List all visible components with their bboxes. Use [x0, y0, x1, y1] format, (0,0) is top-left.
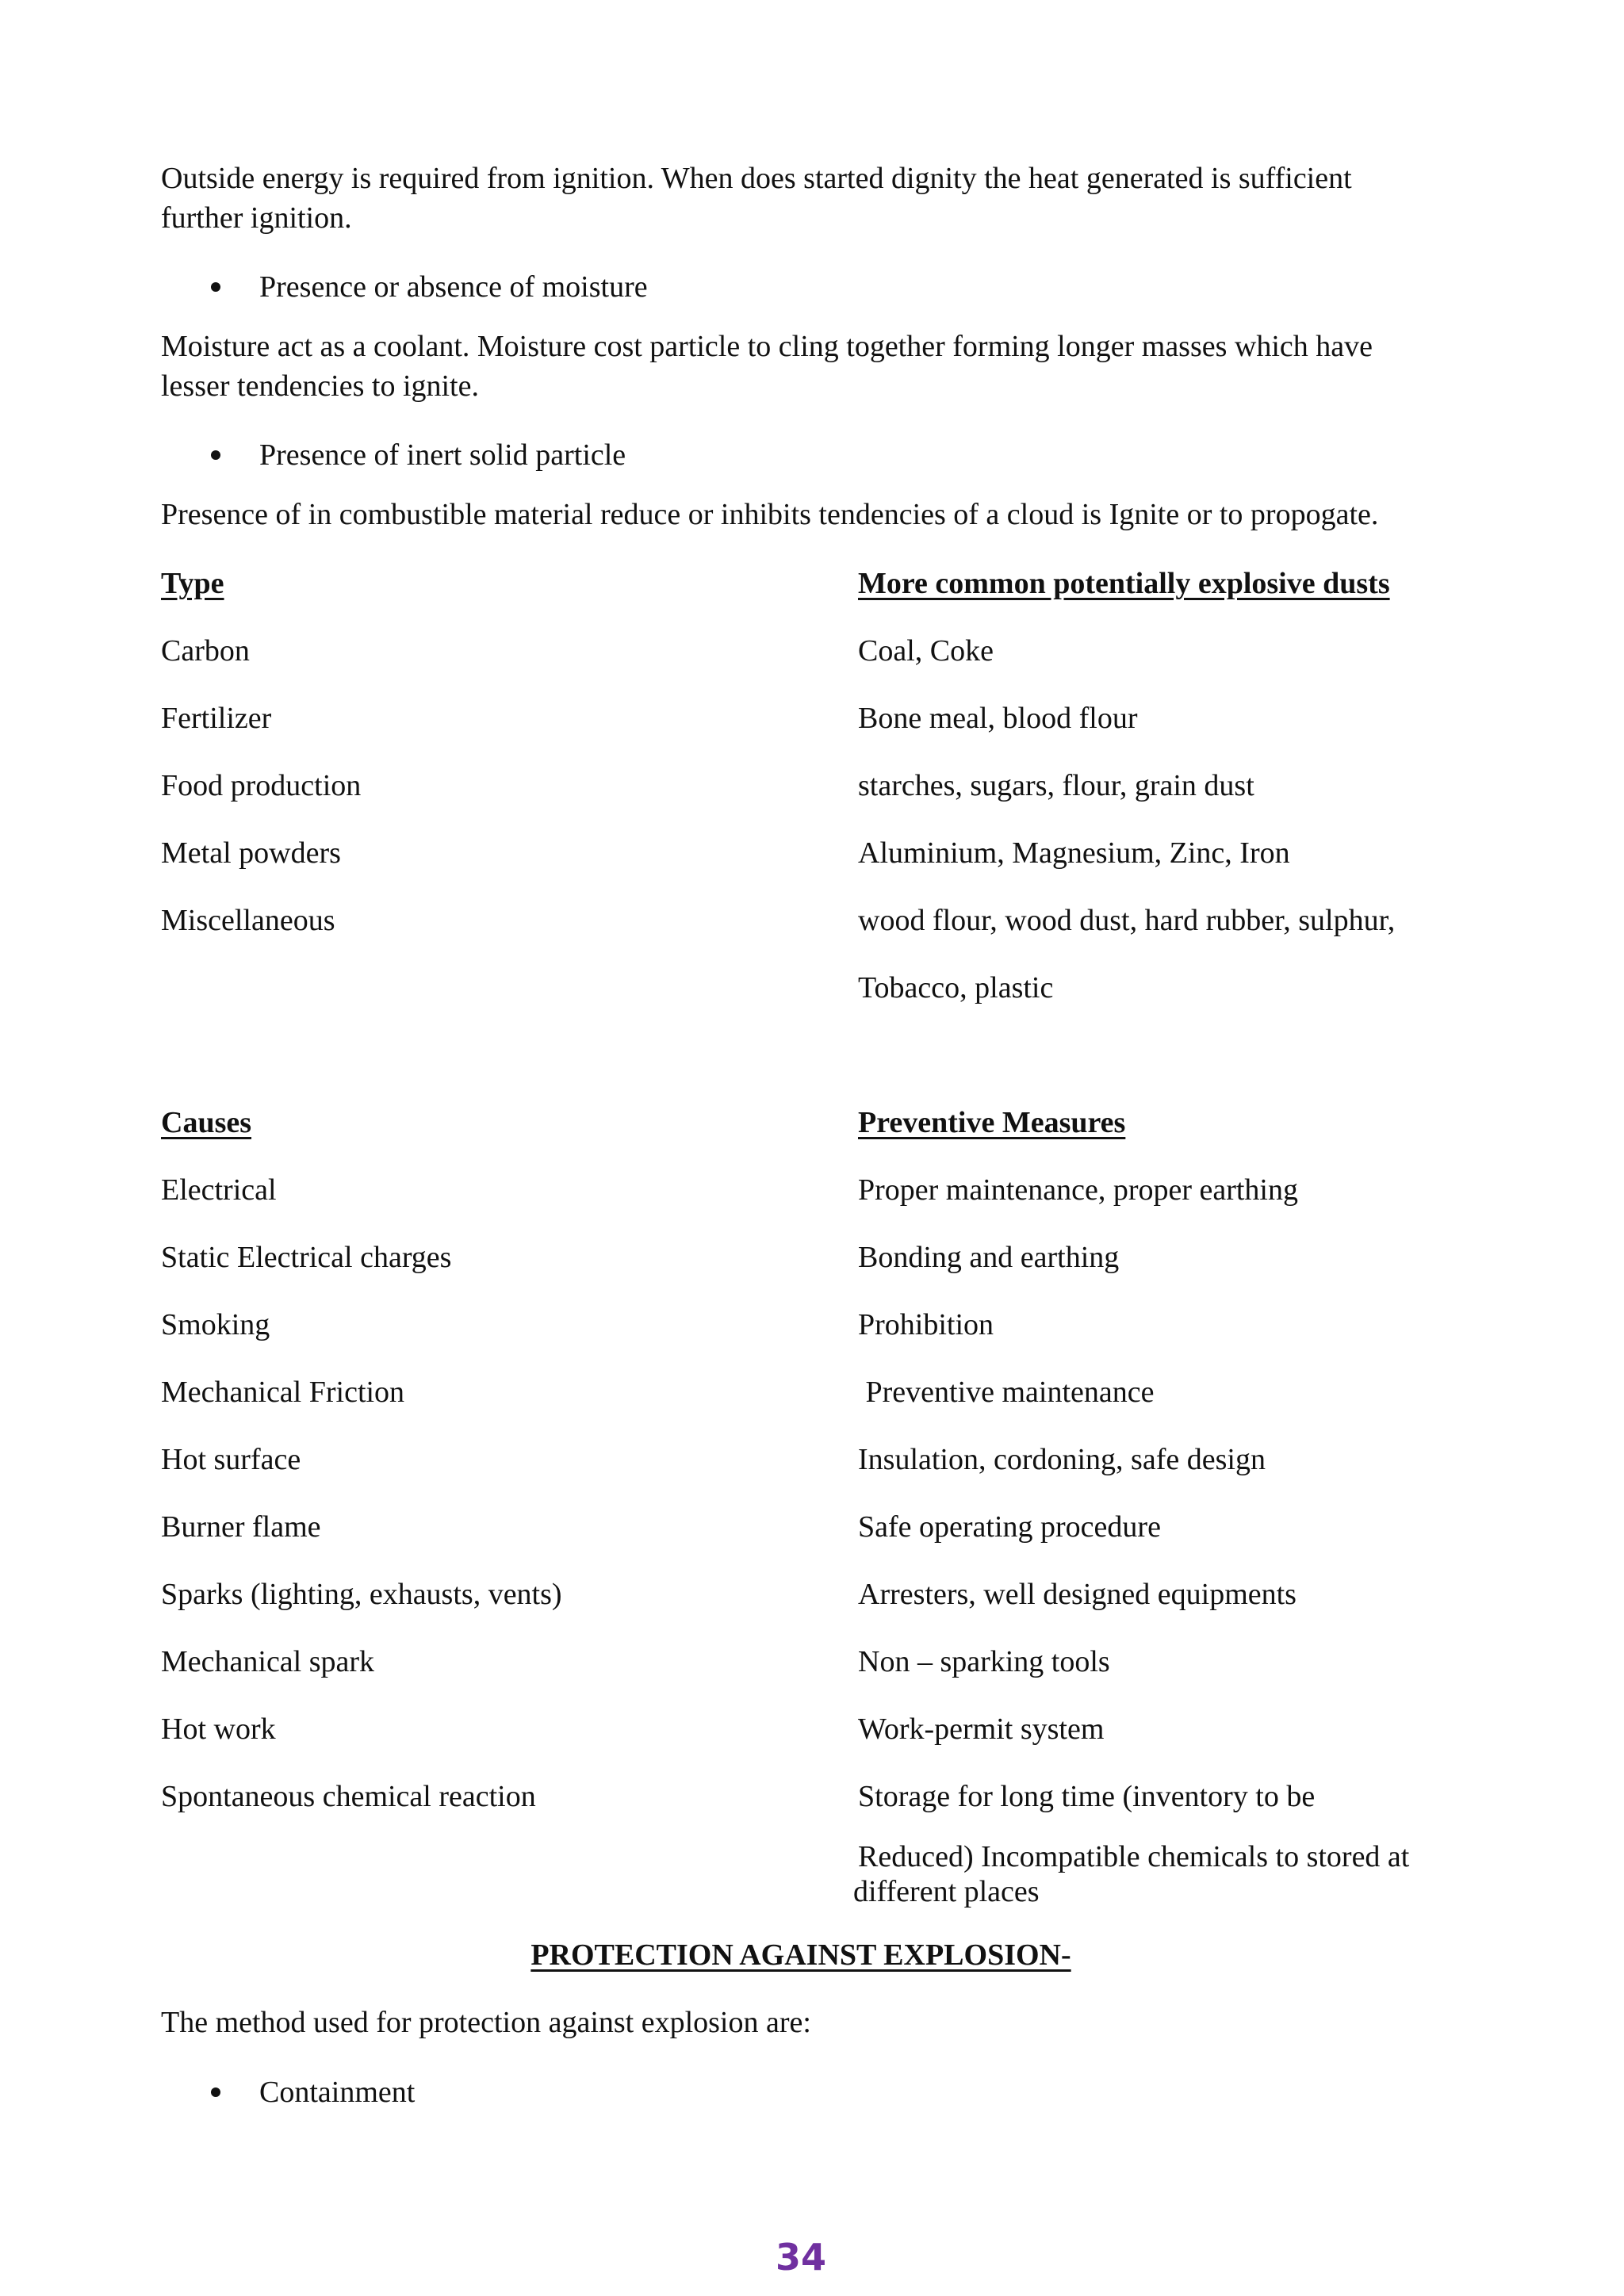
cause-cell: Mechanical Friction [161, 1376, 405, 1409]
cause-cell: Mechanical spark [161, 1645, 375, 1678]
dust-type-cell: Miscellaneous [161, 904, 335, 937]
dust-type-cell: Metal powders [161, 836, 341, 870]
dust-example-cell: Bone meal, blood flour [858, 702, 1138, 735]
bullet-icon [211, 450, 220, 460]
measure-cell: Prohibition [858, 1308, 994, 1341]
cause-cell: Static Electrical charges [161, 1241, 452, 1274]
cause-cell: Electrical [161, 1173, 277, 1207]
dust-type-cell: Food production [161, 769, 362, 802]
cause-cell: Hot surface [161, 1443, 301, 1476]
dust-example-cell: wood flour, wood dust, hard rubber, sulphur, [858, 904, 1396, 937]
measure-cell: Non – sparking tools [858, 1645, 1110, 1678]
measure-cell: Insulation, cordoning, safe design [858, 1443, 1266, 1476]
measure-cell-continued: Reduced) Incompatible chemicals to stored at different places [853, 1840, 1410, 1908]
dust-example-cell: Coal, Coke [858, 634, 994, 668]
cause-cell: Sparks (lighting, exhausts, vents) [161, 1578, 562, 1611]
causes-table-header-causes: Causes [161, 1106, 252, 1139]
bullet-containment: Containment [259, 2076, 416, 2109]
cause-cell: Burner flame [161, 1510, 321, 1544]
measure-cell: Arresters, well designed equipments [858, 1578, 1297, 1611]
protection-intro: The method used for protection against explosion are: [161, 2006, 811, 2039]
inert-paragraph: Presence of in combustible material reduce or inhibits tendencies of a cloud is Ignite or to propogate. [161, 498, 1379, 531]
dust-example-cell: Aluminium, Magnesium, Zinc, Iron [858, 836, 1290, 870]
bullet-inert-solid: Presence of inert solid particle [259, 438, 626, 472]
bullet-icon [211, 2087, 220, 2097]
dust-table-header-type: Type [161, 567, 224, 600]
dust-type-cell: Fertilizer [161, 702, 272, 735]
bullet-moisture: Presence or absence of moisture [259, 270, 648, 304]
measure-cell: Safe operating procedure [858, 1510, 1161, 1544]
causes-table-header-measures: Preventive Measures [858, 1106, 1126, 1139]
dust-example-cell: starches, sugars, flour, grain dust [858, 769, 1254, 802]
section-heading: PROTECTION AGAINST EXPLOSION- [530, 1938, 1071, 1972]
page-number: 34 [775, 2236, 826, 2279]
dust-example-cell: Tobacco, plastic [858, 971, 1054, 1004]
dust-type-cell: Carbon [161, 634, 250, 668]
measure-cell: Bonding and earthing [858, 1241, 1120, 1274]
cause-cell: Spontaneous chemical reaction [161, 1780, 536, 1813]
dust-table-header-dusts: More common potentially explosive dusts [858, 567, 1390, 600]
cause-cell: Smoking [161, 1308, 270, 1341]
cause-cell: Hot work [161, 1712, 276, 1746]
moisture-paragraph: Moisture act as a coolant. Moisture cost particle to cling together forming longer masses which have lesser tendencies to ignite. [161, 330, 1373, 403]
intro-paragraph-1: Outside energy is required from ignition. When does started dignity the heat generated is sufficient further ignition. [161, 162, 1352, 235]
bullet-icon [211, 282, 220, 292]
measure-cell: Proper maintenance, proper earthing [858, 1173, 1298, 1207]
measure-cell: Storage for long time (inventory to be [858, 1780, 1316, 1813]
measure-cell: Preventive maintenance [858, 1376, 1155, 1409]
measure-cell: Work-permit system [858, 1712, 1105, 1746]
